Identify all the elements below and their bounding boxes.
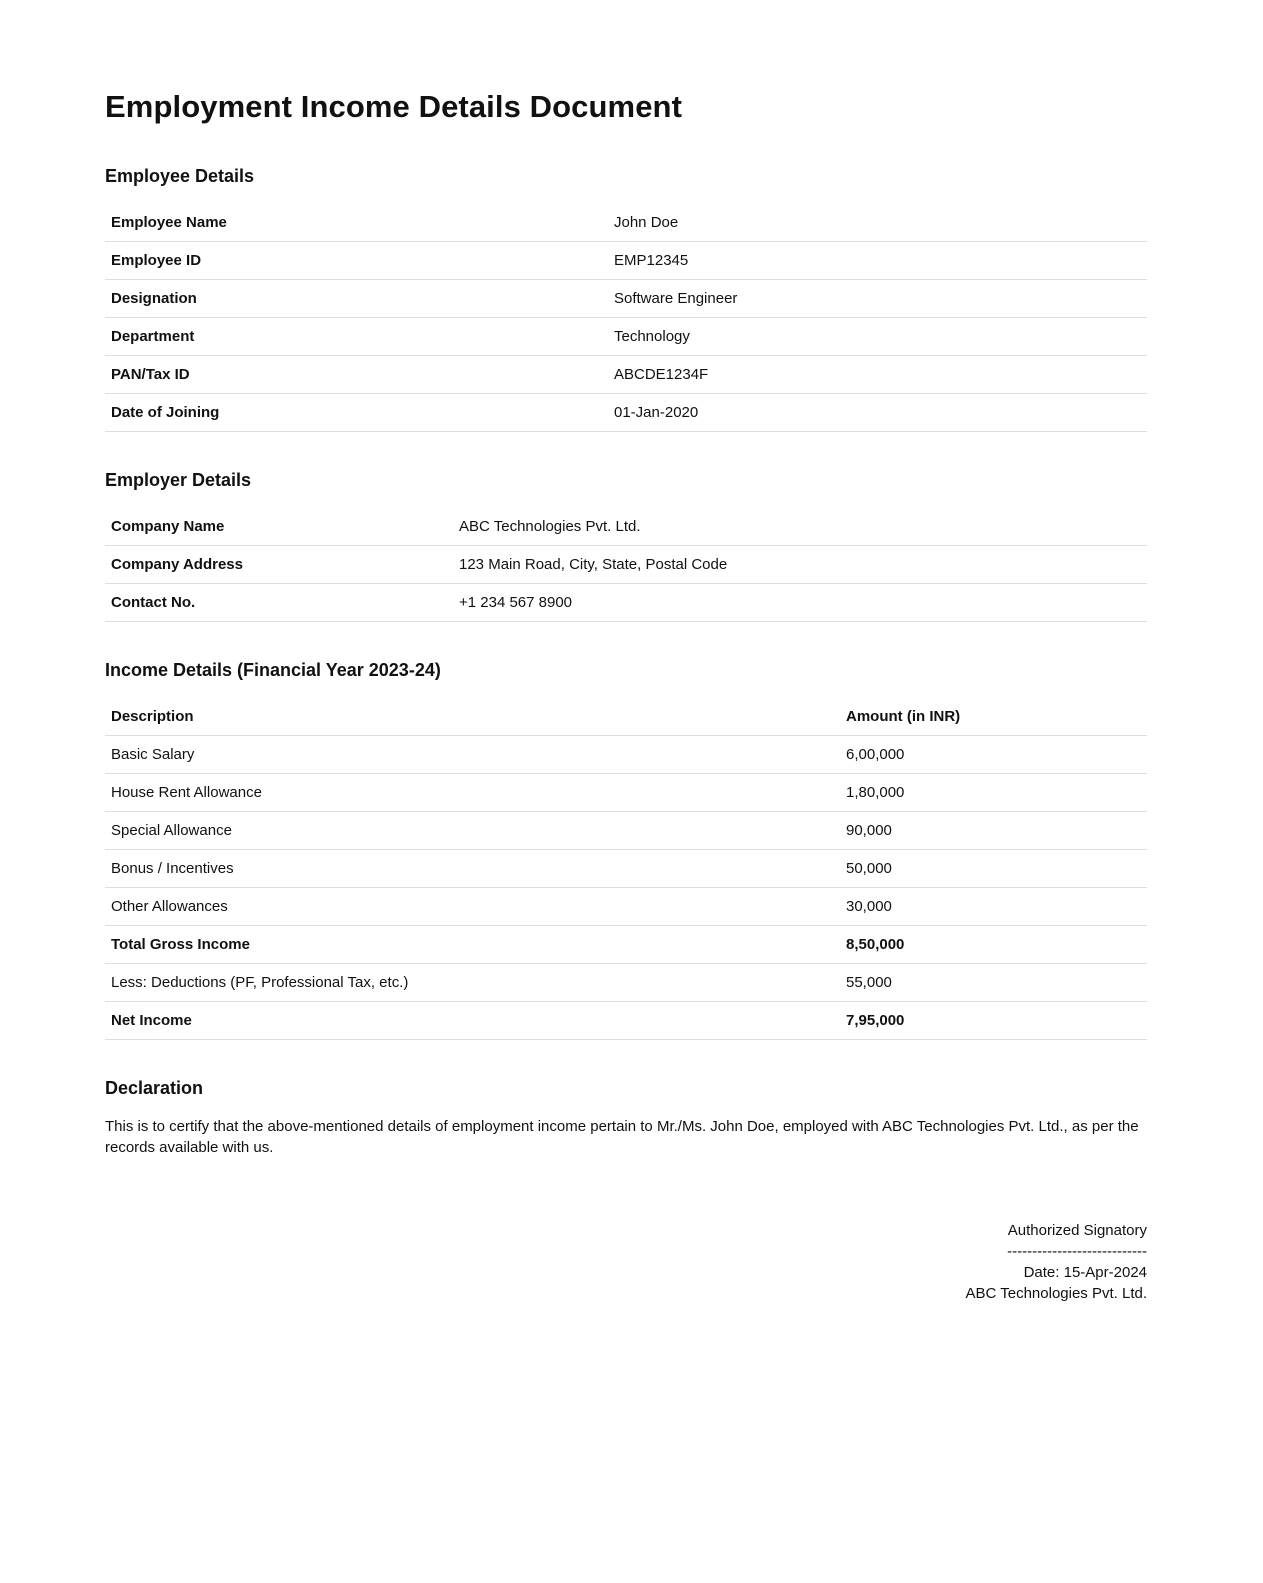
- employee-id-value: EMP12345: [608, 242, 1147, 280]
- table-row: [105, 508, 1147, 546]
- designation-label: Designation: [105, 280, 608, 318]
- table-row: [105, 280, 1147, 318]
- income-description: Total Gross Income: [105, 926, 840, 964]
- income-amount: 30,000: [840, 888, 1147, 926]
- income-details-table: [105, 698, 1147, 1040]
- income-description: Net Income: [105, 1002, 840, 1040]
- employee-details-heading: Employee Details: [105, 166, 255, 186]
- net-income-row: [105, 1002, 1147, 1040]
- income-amount: 50,000: [840, 850, 1147, 888]
- declaration-section: [105, 1076, 1147, 1158]
- contact-no-value: +1 234 567 8900: [453, 584, 1147, 622]
- date-of-joining-label: Date of Joining: [105, 394, 608, 432]
- department-label: Department: [105, 318, 608, 356]
- income-amount: 8,50,000: [840, 926, 1147, 964]
- income-amount: 1,80,000: [840, 774, 1147, 812]
- pan-tax-id-value: ABCDE1234F: [608, 356, 1147, 394]
- income-description: Bonus / Incentives: [105, 850, 840, 888]
- company-address-label: Company Address: [105, 546, 453, 584]
- table-row: [105, 242, 1147, 280]
- income-amount: 55,000: [840, 964, 1147, 1002]
- date-of-joining-value: 01-Jan-2020: [608, 394, 1147, 432]
- contact-no-label: Contact No.: [105, 584, 453, 622]
- table-row: [105, 850, 1147, 888]
- total-gross-income-row: [105, 926, 1147, 964]
- table-row: [105, 204, 1147, 242]
- signature-company: ABC Technologies Pvt. Ltd.: [965, 1285, 1147, 1302]
- employer-details-section: [105, 468, 1147, 622]
- document-title: Employment Income Details Document: [105, 89, 683, 124]
- income-description: Special Allowance: [105, 812, 840, 850]
- income-description: House Rent Allowance: [105, 774, 840, 812]
- income-amount: 90,000: [840, 812, 1147, 850]
- amount-column-header: Amount (in INR): [840, 698, 1147, 736]
- table-row: [105, 812, 1147, 850]
- employee-details-table: [105, 204, 1147, 432]
- employee-name-label: Employee Name: [105, 204, 608, 242]
- table-row: [105, 356, 1147, 394]
- designation-value: Software Engineer: [608, 280, 1147, 318]
- income-amount: 6,00,000: [840, 736, 1147, 774]
- income-description: Less: Deductions (PF, Professional Tax, etc.): [105, 964, 840, 1002]
- employer-details-table: [105, 508, 1147, 622]
- declaration-text: This is to certify that the above-mentioned details of employment income pertain to Mr./Ms. John Doe, employed with ABC Technologies Pvt. Ltd., as per the records available with us.: [105, 1118, 1139, 1156]
- pan-tax-id-label: PAN/Tax ID: [105, 356, 608, 394]
- table-row: [105, 318, 1147, 356]
- employee-name-value: John Doe: [608, 204, 1147, 242]
- signature-date: Date: 15-Apr-2024: [1023, 1264, 1147, 1281]
- table-header-row: [105, 698, 1147, 736]
- description-column-header: Description: [105, 698, 840, 736]
- employer-details-heading: Employer Details: [105, 470, 252, 490]
- company-name-value: ABC Technologies Pvt. Ltd.: [453, 508, 1147, 546]
- department-value: Technology: [608, 318, 1147, 356]
- signature-line: ----------------------------: [1007, 1243, 1147, 1260]
- income-amount: 7,95,000: [840, 1002, 1147, 1040]
- income-description: Other Allowances: [105, 888, 840, 926]
- signature-block: [105, 1220, 1147, 1304]
- declaration-heading: Declaration: [105, 1078, 204, 1098]
- authorized-signatory-label: Authorized Signatory: [1007, 1222, 1147, 1239]
- table-row: [105, 736, 1147, 774]
- table-row: [105, 584, 1147, 622]
- employee-details-section: [105, 164, 1147, 432]
- table-row: [105, 774, 1147, 812]
- table-row: [105, 546, 1147, 584]
- table-row: [105, 964, 1147, 1002]
- table-row: [105, 888, 1147, 926]
- income-details-heading: Income Details (Financial Year 2023-24): [105, 660, 441, 680]
- company-address-value: 123 Main Road, City, State, Postal Code: [453, 546, 1147, 584]
- employee-id-label: Employee ID: [105, 242, 608, 280]
- income-details-section: [105, 658, 1147, 1040]
- company-name-label: Company Name: [105, 508, 453, 546]
- table-row: [105, 394, 1147, 432]
- income-description: Basic Salary: [105, 736, 840, 774]
